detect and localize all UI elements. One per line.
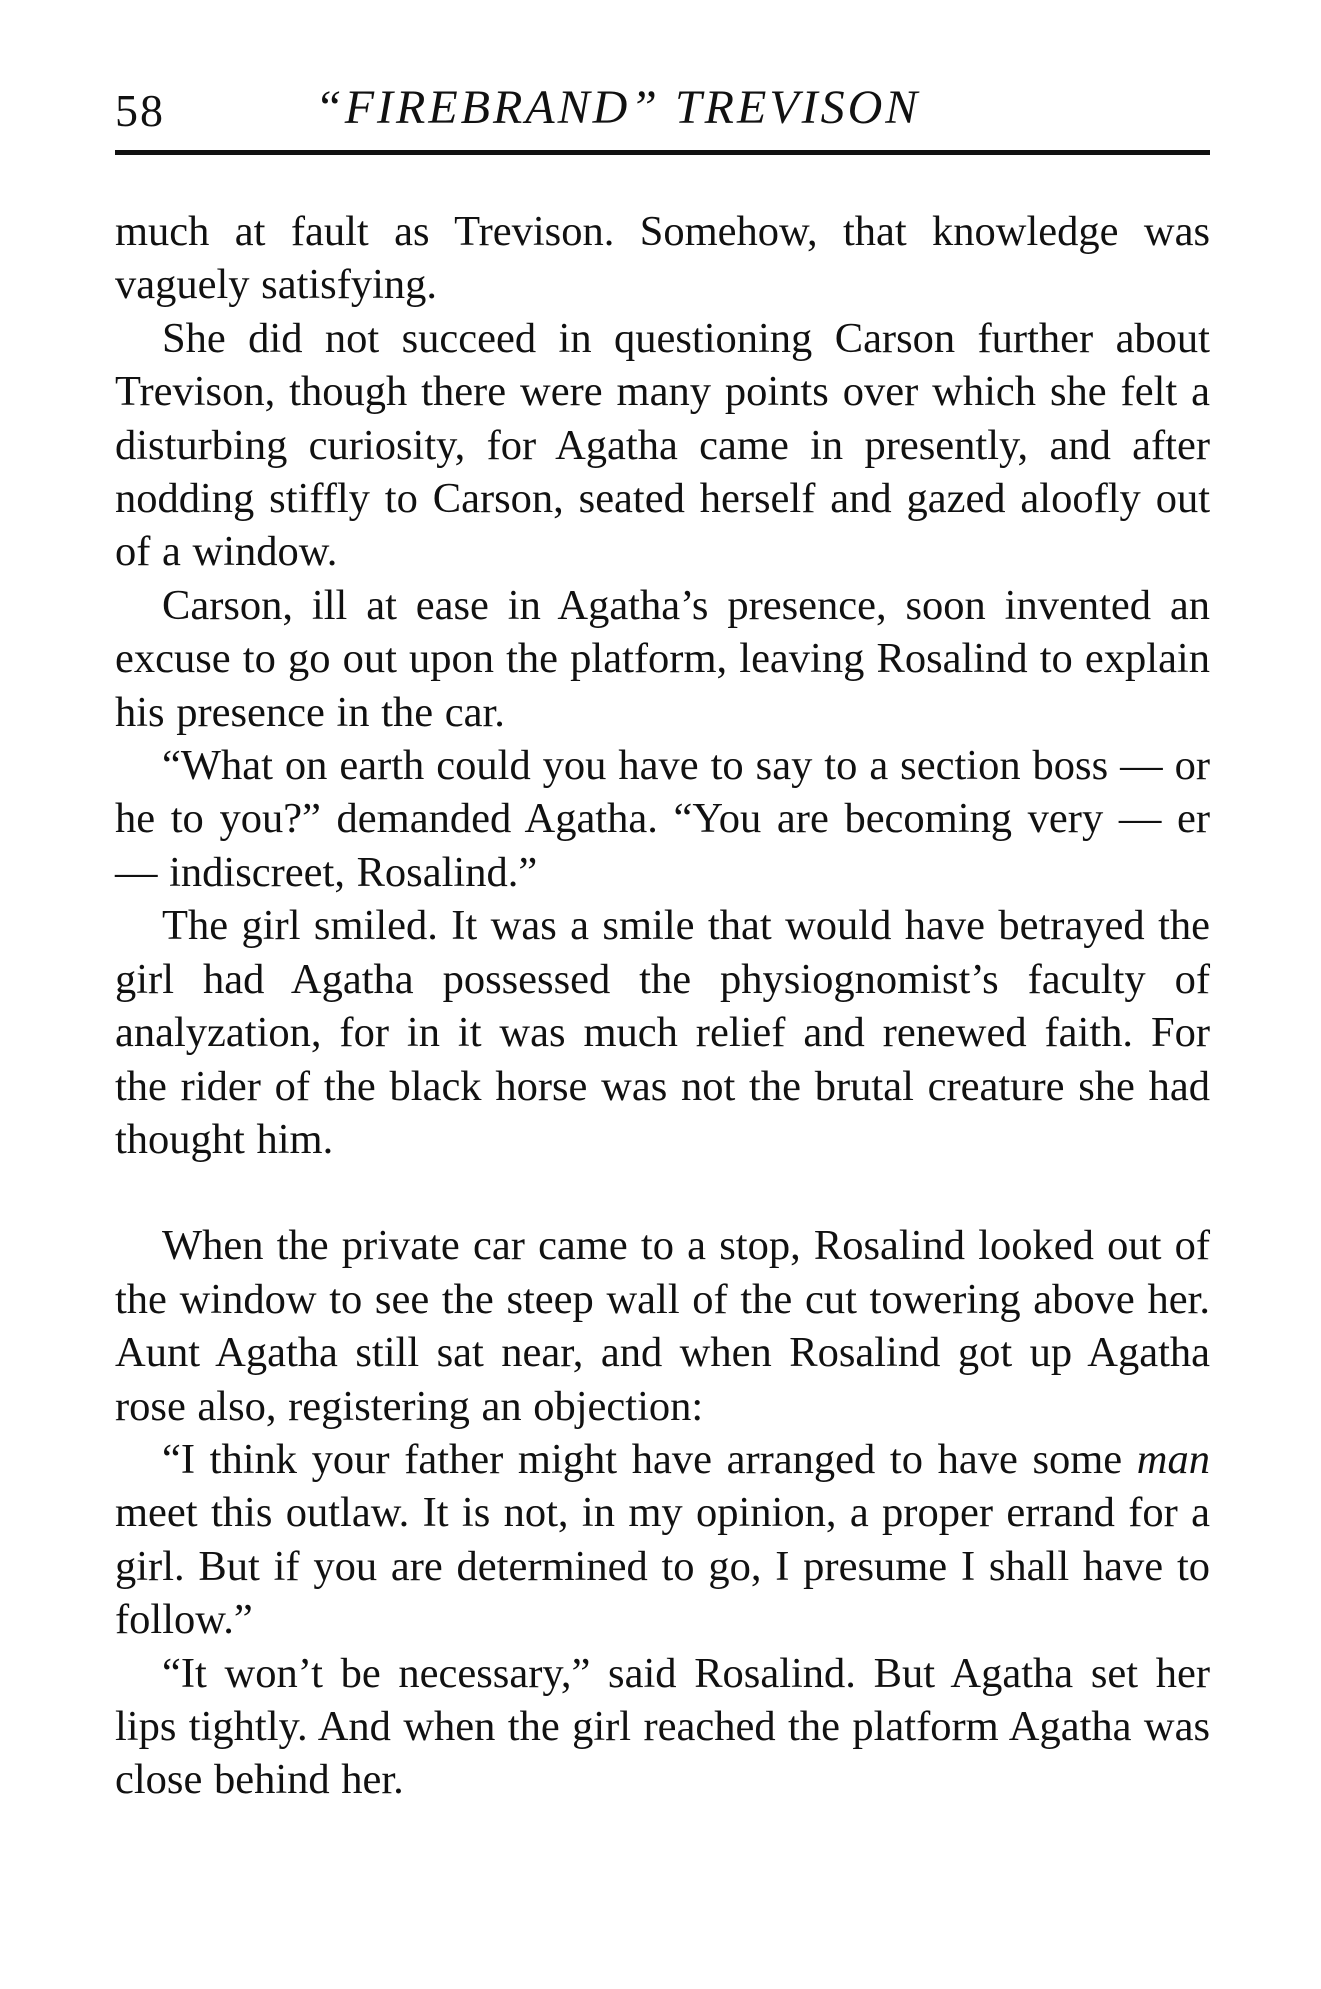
paragraph-text: meet this outlaw. It is not, in my opinion, a proper errand for a girl. But if you are determined to go, I presume I shall have to follow.” <box>115 1489 1210 1644</box>
running-head <box>115 70 1210 155</box>
paragraph <box>115 1433 1210 1647</box>
italic-word: man <box>1136 1435 1210 1483</box>
paragraph-text: “I think your father might have arranged to have some <box>162 1435 1137 1483</box>
page-number: 58 <box>115 85 165 136</box>
paragraph-continued: much at fault as Trevison. Somehow, that knowledge was vaguely satisfying. <box>115 208 1210 309</box>
paragraph: When the private car came to a stop, Rosalind looked out of the window to see the steep wall of the cut towering above her. Aunt Agatha still sat near, and when Rosalind got up Agatha rose also, registering an objection: <box>115 1222 1210 1430</box>
paragraph: “What on earth could you have to say to a section boss — or he to you?” demanded Agatha. “You are becoming very — er — indiscreet, Rosalind.” <box>115 742 1210 896</box>
section-break <box>115 1166 1210 1219</box>
body-text <box>115 205 1210 1807</box>
paragraph: She did not succeed in questioning Carson further about Trevison, though there were many points over which she felt a disturbing curiosity, for Agatha came in presently, and after nodding stiffly to Carson, seated herself and gazed aloofly out of a window. <box>115 314 1210 576</box>
book-page <box>115 70 1210 1807</box>
running-title: “FIREBRAND” TREVISON <box>315 81 921 134</box>
paragraph: Carson, ill at ease in Agatha’s presence, soon invented an excuse to go out upon the platform, leaving Rosalind to explain his presence in the car. <box>115 581 1210 736</box>
paragraph: “It won’t be necessary,” said Rosalind. But Agatha set her lips tightly. And when the girl reached the platform Agatha was close behind her. <box>115 1649 1210 1804</box>
paragraph: The girl smiled. It was a smile that would have betrayed the girl had Agatha possessed the physiognomist’s faculty of analyzation, for in it was much relief and renewed faith. For the rider of the black horse was not the brutal creature she had thought him. <box>115 902 1210 1163</box>
